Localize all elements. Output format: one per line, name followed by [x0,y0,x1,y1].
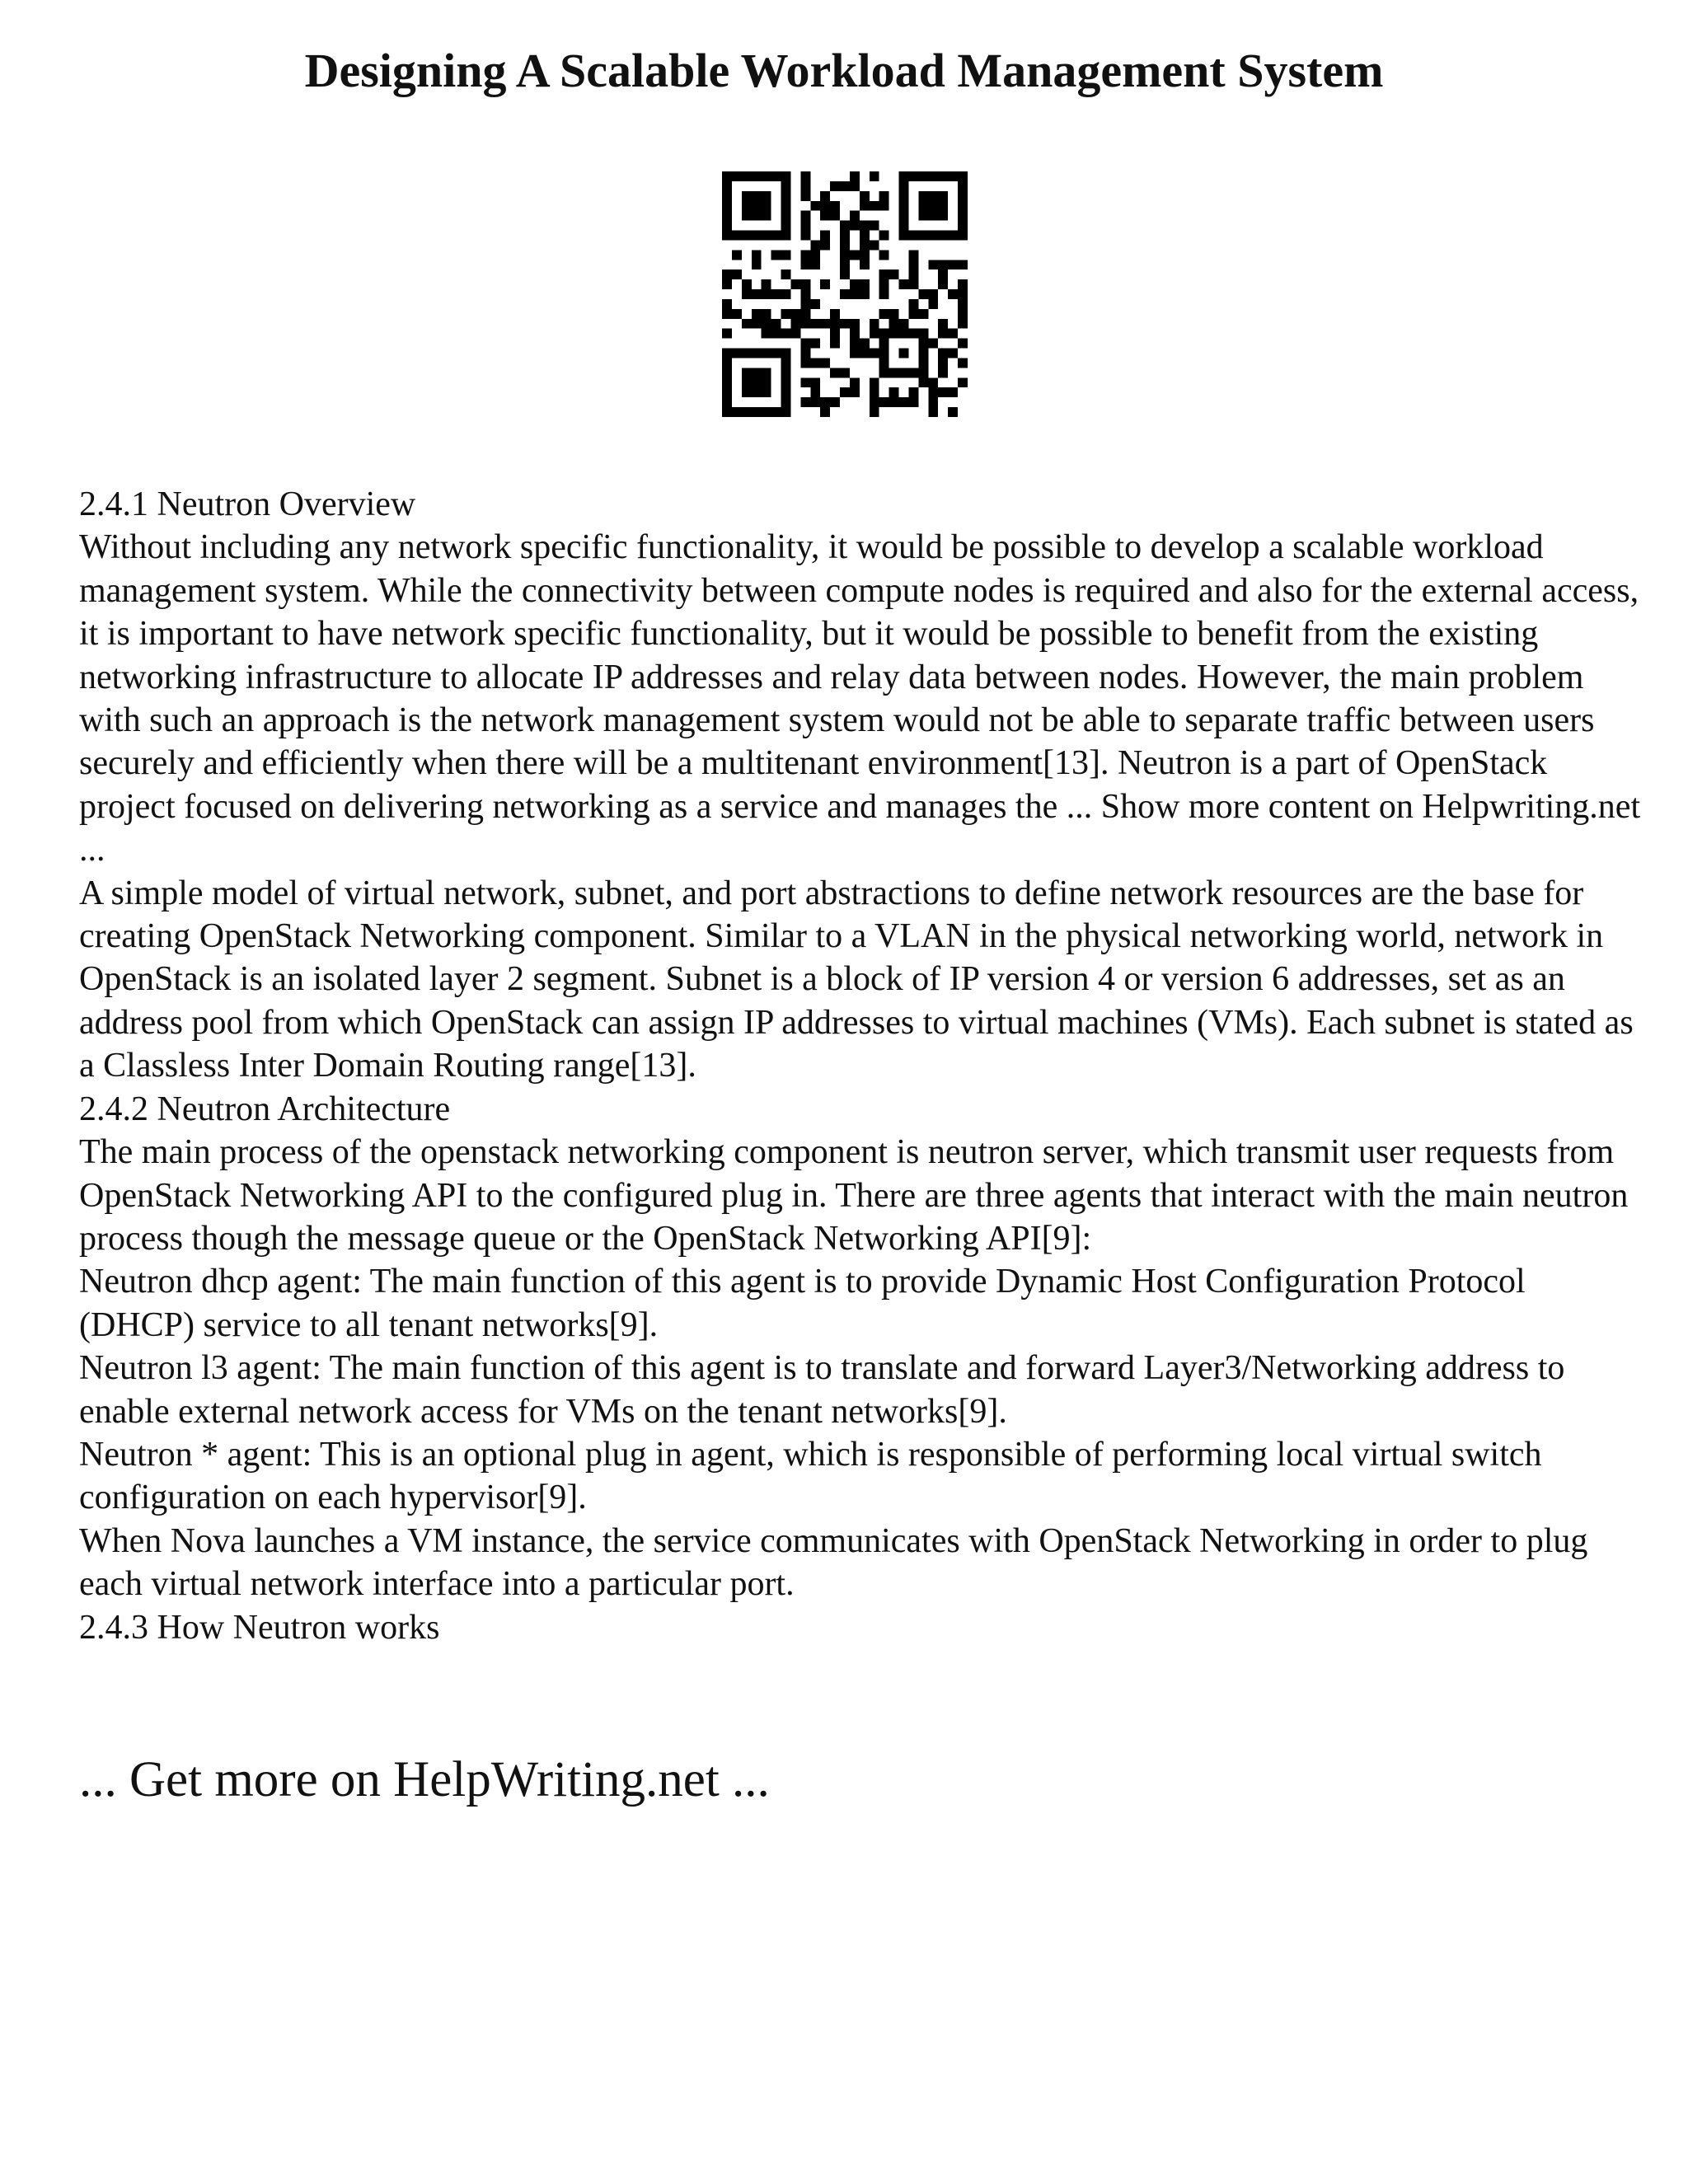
document-title: Designing A Scalable Workload Management System [304,44,1384,97]
paragraph-nova-launch: When Nova launches a VM instance, the service communicates with OpenStack Networking in order to plug each virtual network interface into a particular port. [79,1521,1588,1604]
paragraph-plugin-agent: Neutron * agent: This is an optional plug in agent, which is responsible of performing local virtual switch configuration on each hypervisor[9]. [79,1435,1542,1517]
heading-neutron-architecture: 2.4.2 Neutron Architecture [79,1090,451,1128]
paragraph-network-model: A simple model of virtual network, subnet, and port abstractions to define network resources are the base for creating OpenStack Networking component. Similar to a VLAN in the physical networking world, network in OpenStack is an isolated layer 2 segment. Subnet is a block of IP version 4 or version 6 addresses, set as an address pool from which OpenStack can assign IP addresses to virtual machines (VMs). Each subnet is stated as a Classless Inter Domain Routing range[13]. [79,874,1634,1085]
paragraph-l3-agent: Neutron l3 agent: The main function of this agent is to translate and forward Layer3/Networking address to enable external network access for VMs on the tenant networks[9]. [79,1349,1565,1431]
get-more-link[interactable]: ... Get more on HelpWriting.net ... [79,1752,770,1807]
article-body [79,483,1645,1649]
heading-how-neutron-works: 2.4.3 How Neutron works [79,1608,440,1647]
paragraph-architecture: The main process of the openstack networking component is neutron server, which transmit user requests from OpenStack Networking API to the configured plug in. There are three agents that interact with the main neutron process though the message queue or the OpenStack Networking API[9]: [79,1133,1629,1258]
paragraph-overview: Without including any network specific functionality, it would be possible to develop a scalable workload management system. While the connectivity between compute nodes is required and also for the external access, it is important to have network specific functionality, but it would be possible to benefit from the existing networking infrastructure to allocate IP addresses and relay data between nodes. However, the main problem with such an approach is the network management system would not be able to separate traffic between users securely and efficiently when there will be a multitenant environment[13]. Neutron is a part of OpenStack project focused on delivering networking as a service and manages the ... Show more content on Helpwriting.net ... [79,528,1641,869]
qr-code-icon [722,171,968,417]
paragraph-dhcp-agent: Neutron dhcp agent: The main function of this agent is to provide Dynamic Host Configuration Protocol (DHCP) service to all tenant networks[9]. [79,1263,1526,1344]
heading-neutron-overview: 2.4.1 Neutron Overview [79,485,416,523]
